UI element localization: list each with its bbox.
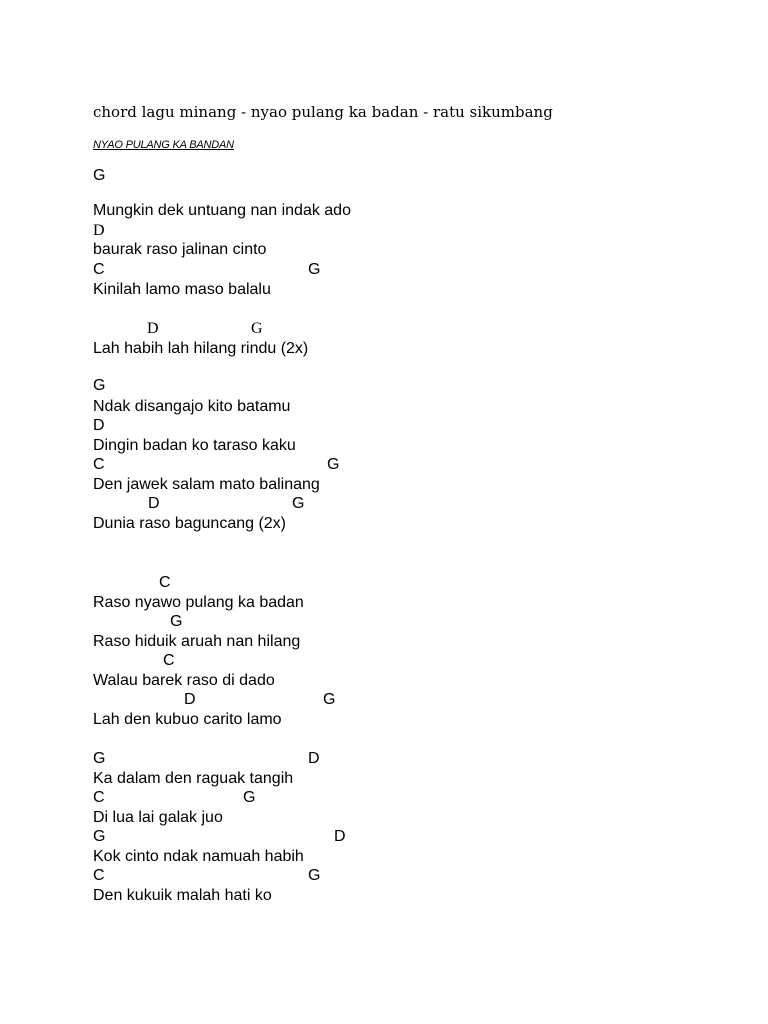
chord: G [93,750,106,767]
lyric-line: Mungkin dek untuang nan indak ado [93,202,351,219]
chord: G [243,789,256,806]
lyric-line: Dingin badan ko taraso kaku [93,437,296,454]
lyric-line: Lah habih lah hilang rindu (2x) [93,340,309,357]
lyric-line: Di lua lai galak juo [93,809,223,826]
chord: D [334,828,346,845]
lyric-line: Raso nyawo pulang ka badan [93,594,304,611]
chord: G [323,691,336,708]
chord: G [251,320,263,337]
chord: G [93,167,106,184]
lyric-line: Ka dalam den raguak tangih [93,770,294,787]
chord: D [308,750,320,767]
chord: G [308,867,321,884]
chord: G [308,261,321,278]
chord: C [93,261,105,278]
chord: G [93,377,106,394]
chord: C [163,652,175,669]
chord: G [170,613,183,630]
lyric-line: Lah den kubuo carito lamo [93,711,282,728]
chord: D [93,222,105,239]
lyric-line: Den jawek salam mato balinang [93,476,320,493]
chord: D [184,691,196,708]
lyric-line: Ndak disangajo kito batamu [93,398,291,415]
chord: D [147,320,159,337]
lyric-line: Den kukuik malah hati ko [93,887,272,904]
chord: G [93,828,106,845]
chord: D [93,417,105,434]
document-title: chord lagu minang - nyao pulang ka badan - ratu sikumbang [93,103,553,121]
chord: C [93,867,105,884]
lyric-line: Kok cinto ndak namuah habih [93,848,304,865]
chord: D [148,495,160,512]
chord: C [159,574,171,591]
lyric-line: Kinilah lamo maso balalu [93,281,271,298]
chord: G [292,495,305,512]
lyric-line: Walau barek raso di dado [93,672,275,689]
lyric-line: Raso hiduik aruah nan hilang [93,633,301,650]
chord: G [327,456,340,473]
lyric-line: baurak raso jalinan cinto [93,241,267,258]
chord: C [93,456,105,473]
lyric-line: Dunia raso baguncang (2x) [93,515,287,532]
song-subtitle: NYAO PULANG KA BANDAN [93,139,234,151]
chord: C [93,789,105,806]
